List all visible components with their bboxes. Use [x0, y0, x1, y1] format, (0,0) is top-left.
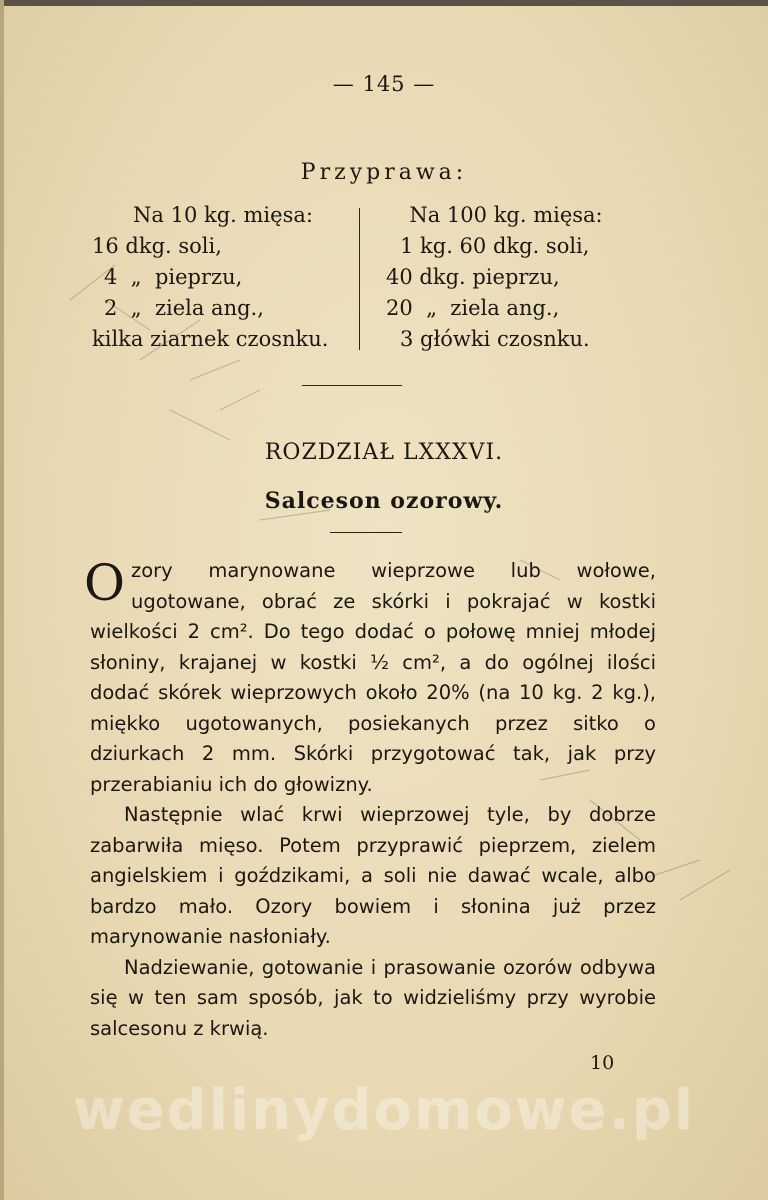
left-column-line: 4 „ pieprzu, — [104, 265, 243, 289]
paragraph: Nadziewanie, gotowanie i prasowanie ozorów odbywa się w ten sam sposób, jak to widzieliśmy przy wyrobie salcesonu z krwią. — [90, 955, 656, 1040]
page-top-edge — [0, 0, 768, 6]
right-column — [386, 200, 626, 355]
right-column-line: 1 kg. 60 dkg. soli, — [400, 234, 590, 258]
right-column-line: 40 dkg. pieprzu, — [386, 265, 560, 289]
right-column-line: 3 główki czosnku. — [400, 327, 590, 351]
page-number: — 145 — — [332, 72, 436, 96]
column-divider — [359, 208, 360, 350]
section-separator — [302, 385, 402, 386]
paragraph: Następnie wlać krwi wieprzowej tyle, by dobrze zabarwiła mięso. Potem przyprawić pieprzem, zielem angielskiem i goździkami, a soli nie dawać wcale, albo bardzo mało. Ozory bowiem i słonina już przez marynowanie nasłoniały. — [90, 803, 656, 948]
section-title: Przyprawa: — [300, 160, 468, 185]
right-column-line: 20 „ ziela ang., — [386, 296, 560, 320]
drop-cap: O — [84, 554, 125, 612]
left-column — [92, 200, 354, 355]
right-column-header: Na 100 kg. mięsa: — [409, 203, 603, 227]
signature-number: 10 — [590, 1052, 615, 1074]
left-column-line: kilka ziarnek czosnku. — [92, 327, 329, 351]
left-column-line: 16 dkg. soli, — [92, 234, 222, 258]
paragraph-text: zory marynowane wieprzowe lub wołowe, ugotowane, obrać ze skórki i pokrajać w kostki wielkości 2 cm². Do tego dodać o połowę mniej młodej słoniny, krajanej w kostki ½ cm², a do ogólnej ilości dodać skórek wieprzowych około 20% (na 10 kg. 2 kg.), miękko ugotowanych, posiekanych przez sitko o dziurkach 2 mm. Skórki przygotować tak, jak przy przerabianiu ich do głowizny. — [90, 559, 656, 796]
watermark: wedlinydomowe.pl — [72, 1078, 696, 1143]
chapter-subtitle: Salceson ozorowy. — [264, 488, 504, 514]
title-separator — [330, 532, 402, 533]
left-column-header: Na 10 kg. mięsa: — [133, 203, 313, 227]
chapter-heading: ROZDZIAŁ LXXXVI. — [264, 440, 504, 465]
paragraph — [84, 554, 656, 800]
left-column-line: 2 „ ziela ang., — [104, 296, 264, 320]
body-text — [84, 554, 656, 1044]
